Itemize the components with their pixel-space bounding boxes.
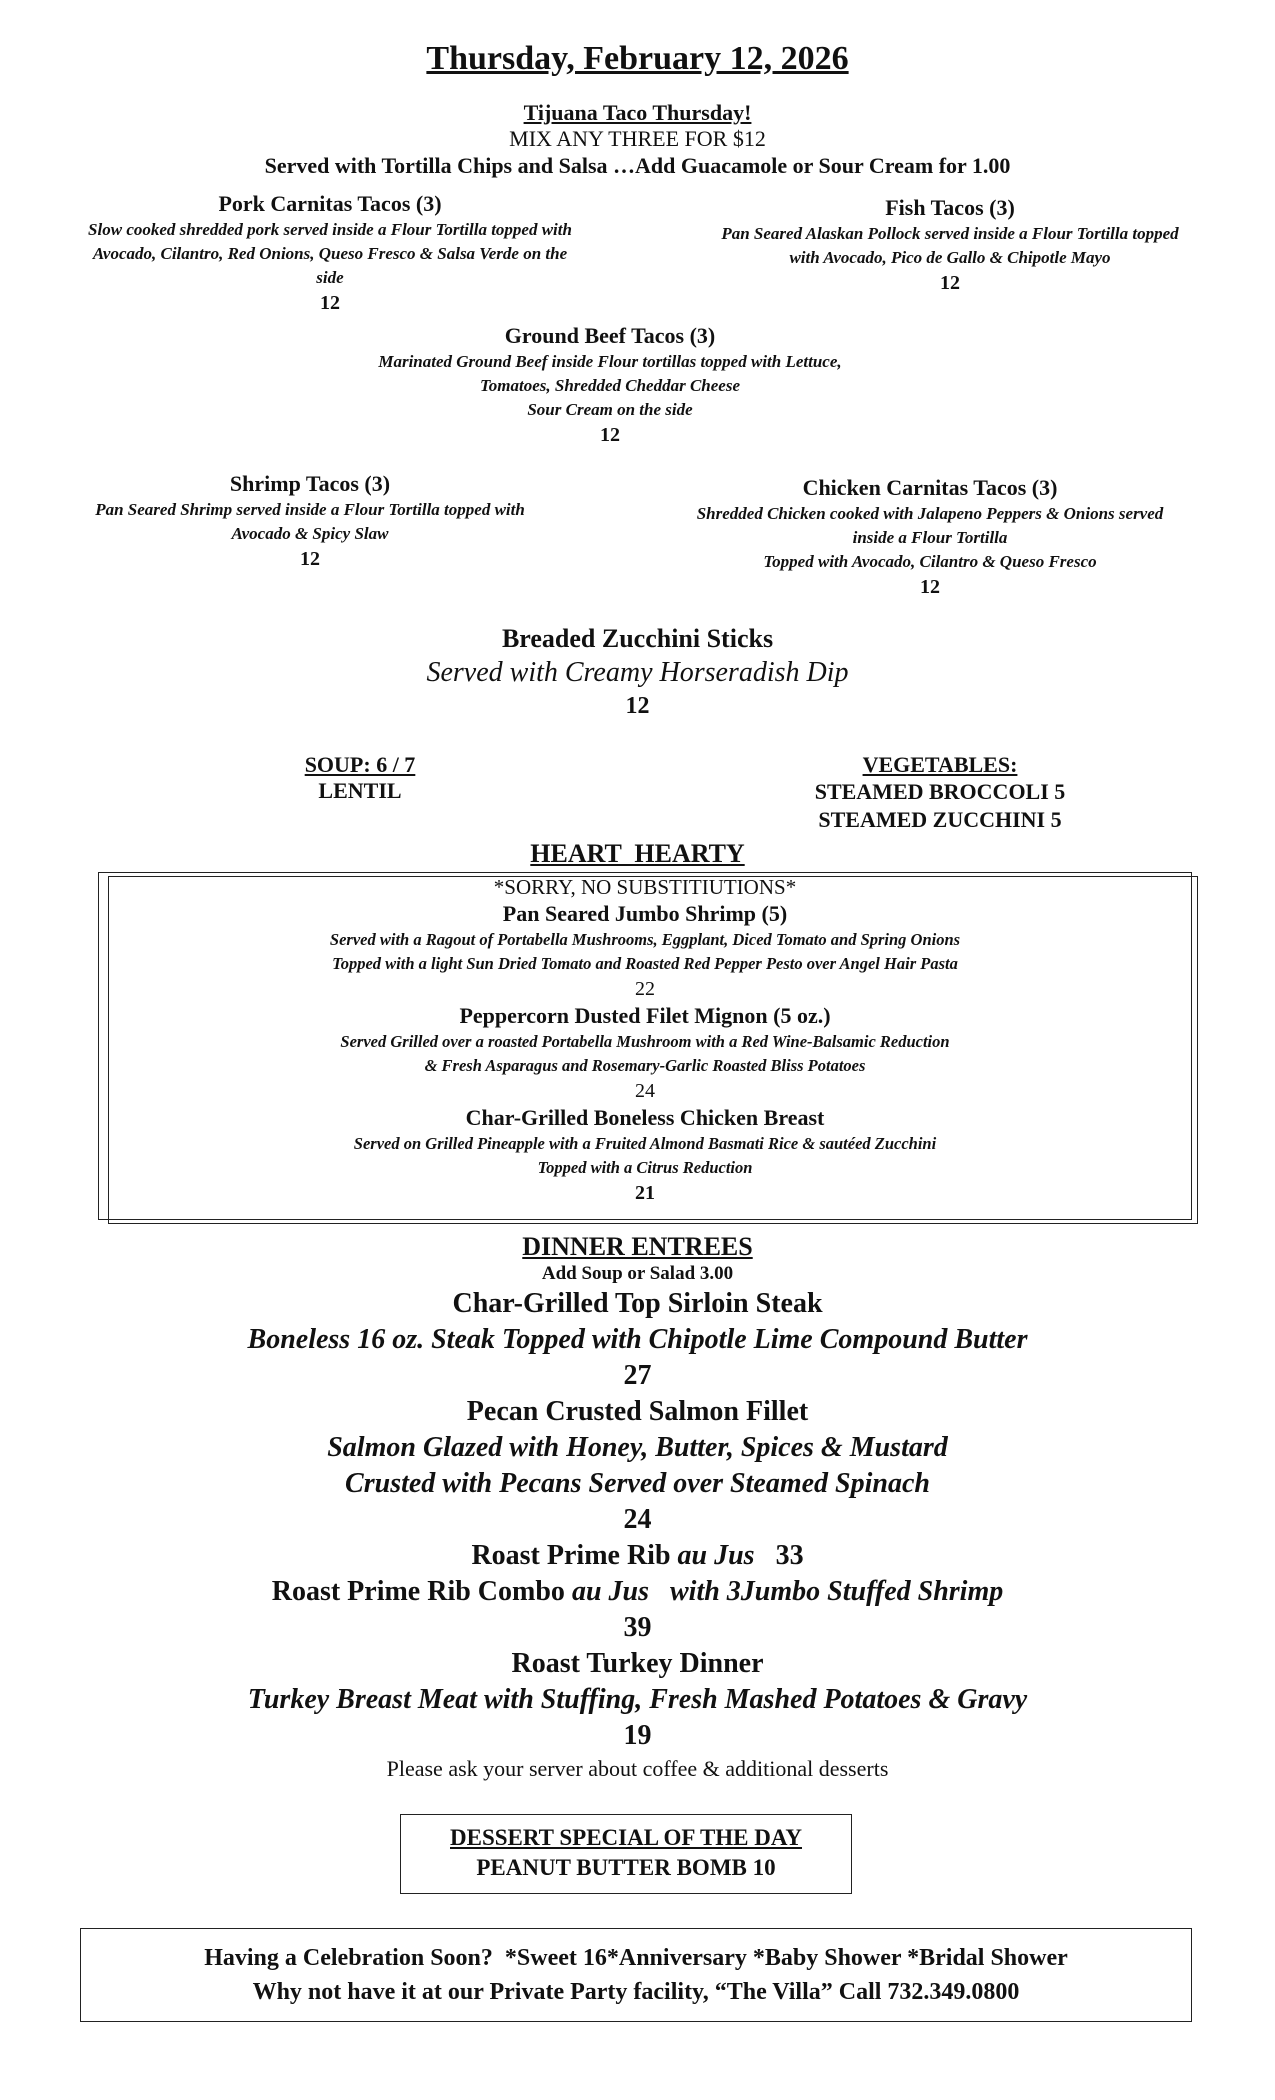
item-desc: Topped with a Citrus Reduction xyxy=(537,1158,753,1177)
vegetable-item: STEAMED BROCCOLI 5 xyxy=(814,779,1066,804)
item-name: Ground Beef Tacos (3) xyxy=(504,323,716,348)
item-desc: Boneless 16 oz. Steak Topped with Chipotle Lime Compound Butter xyxy=(247,1324,1028,1355)
item-name: Pecan Crusted Salmon Fillet xyxy=(466,1396,809,1427)
taco-served: Served with Tortilla Chips and Salsa …Add Guacamole or Sour Cream for 1.00 xyxy=(264,153,1011,178)
item-jus: au Jus xyxy=(571,1576,649,1607)
item-price: 22 xyxy=(635,978,655,1000)
prime-rib-combo-line xyxy=(0,1574,1275,1610)
item-desc: Tomatoes, Shredded Cheddar Cheese xyxy=(479,376,741,395)
item-desc: Marinated Ground Beef inside Flour tortillas topped with Lettuce, xyxy=(378,352,842,371)
celebration-contact: Why not have it at our Private Party facility, “The Villa” Call 732.349.0800 xyxy=(252,1979,1020,2005)
ground-beef-tacos xyxy=(290,322,930,448)
item-price: 39 xyxy=(623,1612,652,1643)
item-desc: Turkey Breast Meat with Stuffing, Fresh Mashed Potatoes & Gravy xyxy=(247,1684,1028,1715)
vegetables-section xyxy=(760,752,1120,834)
item-name: Pan Seared Jumbo Shrimp (5) xyxy=(502,901,788,926)
chicken-carnitas-tacos xyxy=(630,474,1230,600)
taco-heading: Tijuana Taco Thursday! xyxy=(523,100,752,125)
soup-heading: SOUP: 6 / 7 xyxy=(304,752,416,777)
item-name: Char-Grilled Boneless Chicken Breast xyxy=(465,1105,825,1130)
item-price: 21 xyxy=(635,1182,655,1204)
item-desc: with Avocado, Pico de Gallo & Chipotle Mayo xyxy=(789,248,1111,267)
pork-carnitas-tacos xyxy=(20,190,640,316)
item-name: Roast Prime Rib xyxy=(471,1540,671,1571)
item-desc: Avocado & Spicy Slaw xyxy=(231,524,389,543)
item-name: Fish Tacos (3) xyxy=(885,195,1015,220)
no-substitutions-note: *SORRY, NO SUBSTITIUTIONS* xyxy=(493,875,797,899)
item-desc: Shredded Chicken cooked with Jalapeno Peppers & Onions served xyxy=(696,504,1164,523)
item-desc: Served on Grilled Pineapple with a Fruited Almond Basmati Rice & sautéed Zucchini xyxy=(353,1134,937,1153)
item-name: Shrimp Tacos (3) xyxy=(229,471,391,496)
prime-rib-line xyxy=(0,1538,1275,1574)
item-desc: Pan Seared Alaskan Pollock served inside a Flour Tortilla topped xyxy=(721,224,1179,243)
item-price: 24 xyxy=(635,1080,655,1102)
item-name: Char-Grilled Top Sirloin Steak xyxy=(452,1288,823,1319)
item-desc: Topped with a light Sun Dried Tomato and Roasted Red Pepper Pesto over Angel Hair Pasta xyxy=(332,954,958,973)
page-title: Thursday, February 12, 2026 xyxy=(426,40,849,77)
vegetables-heading: VEGETABLES: xyxy=(862,752,1018,777)
item-desc: Crusted with Pecans Served over Steamed Spinach xyxy=(345,1468,930,1499)
item-price: 27 xyxy=(623,1360,652,1391)
item-desc: Topped with Avocado, Cilantro & Queso Fresco xyxy=(763,552,1097,571)
item-desc: side xyxy=(316,268,344,287)
item-name: Roast Turkey Dinner xyxy=(511,1648,764,1679)
item-desc: with 3Jumbo Stuffed Shrimp xyxy=(669,1576,1004,1607)
heart-hearty-section xyxy=(110,874,1180,1206)
shrimp-tacos xyxy=(20,470,600,572)
item-desc: Served Grilled over a roasted Portabella Mushroom with a Red Wine-Balsamic Reduction xyxy=(340,1032,950,1051)
dessert-item: PEANUT BUTTER BOMB 10 xyxy=(476,1855,776,1880)
dessert-note: Please ask your server about coffee & additional desserts xyxy=(386,1756,889,1781)
item-price: 12 xyxy=(320,292,340,314)
soup-item: LENTIL xyxy=(318,778,402,803)
dinner-heading: DINNER ENTREES xyxy=(522,1232,753,1261)
item-name: Pork Carnitas Tacos (3) xyxy=(218,191,442,216)
item-desc: Pan Seared Shrimp served inside a Flour Tortilla topped with xyxy=(95,500,525,519)
heart-hearty-heading: HEART HEARTY xyxy=(530,839,745,868)
item-desc: & Fresh Asparagus and Rosemary-Garlic Roasted Bliss Potatoes xyxy=(424,1056,866,1075)
taco-header xyxy=(0,100,1275,180)
item-price: 12 xyxy=(600,424,620,446)
celebration-box xyxy=(80,1928,1192,2022)
dessert-heading: DESSERT SPECIAL OF THE DAY xyxy=(450,1825,802,1850)
fish-tacos xyxy=(650,194,1250,296)
vegetable-item: STEAMED ZUCCHINI 5 xyxy=(818,807,1062,832)
item-desc: Sour Cream on the side xyxy=(527,400,693,419)
item-desc: Salmon Glazed with Honey, Butter, Spices & Mustard xyxy=(327,1432,948,1463)
zucchini-sticks xyxy=(0,622,1275,722)
item-desc: Avocado, Cilantro, Red Onions, Queso Fresco & Salsa Verde on the xyxy=(92,244,568,263)
item-price: 12 xyxy=(300,548,320,570)
dinner-entrees-section xyxy=(0,1232,1275,1784)
item-desc: inside a Flour Tortilla xyxy=(852,528,1008,547)
item-name: Chicken Carnitas Tacos (3) xyxy=(802,475,1058,500)
item-name: Roast Prime Rib Combo xyxy=(271,1576,565,1607)
item-price: 19 xyxy=(623,1720,652,1751)
celebration-line: Having a Celebration Soon? *Sweet 16*Anniversary *Baby Shower *Bridal Shower xyxy=(204,1945,1068,1971)
item-price: 24 xyxy=(623,1504,652,1535)
taco-mix: MIX ANY THREE FOR $12 xyxy=(509,126,766,151)
item-price: 33 xyxy=(775,1540,804,1571)
item-price: 12 xyxy=(920,576,940,598)
item-name: Breaded Zucchini Sticks xyxy=(501,624,774,653)
soup-section xyxy=(260,752,460,804)
item-desc: Served with Creamy Horseradish Dip xyxy=(426,657,849,688)
item-price: 12 xyxy=(625,693,650,719)
item-price: 12 xyxy=(940,272,960,294)
dessert-special-box xyxy=(400,1814,852,1894)
item-name: Peppercorn Dusted Filet Mignon (5 oz.) xyxy=(459,1003,831,1028)
item-jus: au Jus xyxy=(677,1540,755,1571)
item-desc: Served with a Ragout of Portabella Mushrooms, Eggplant, Diced Tomato and Spring Onions xyxy=(329,930,961,949)
dinner-add-note: Add Soup or Salad 3.00 xyxy=(541,1263,734,1284)
item-desc: Slow cooked shredded pork served inside a Flour Tortilla topped with xyxy=(88,220,572,239)
